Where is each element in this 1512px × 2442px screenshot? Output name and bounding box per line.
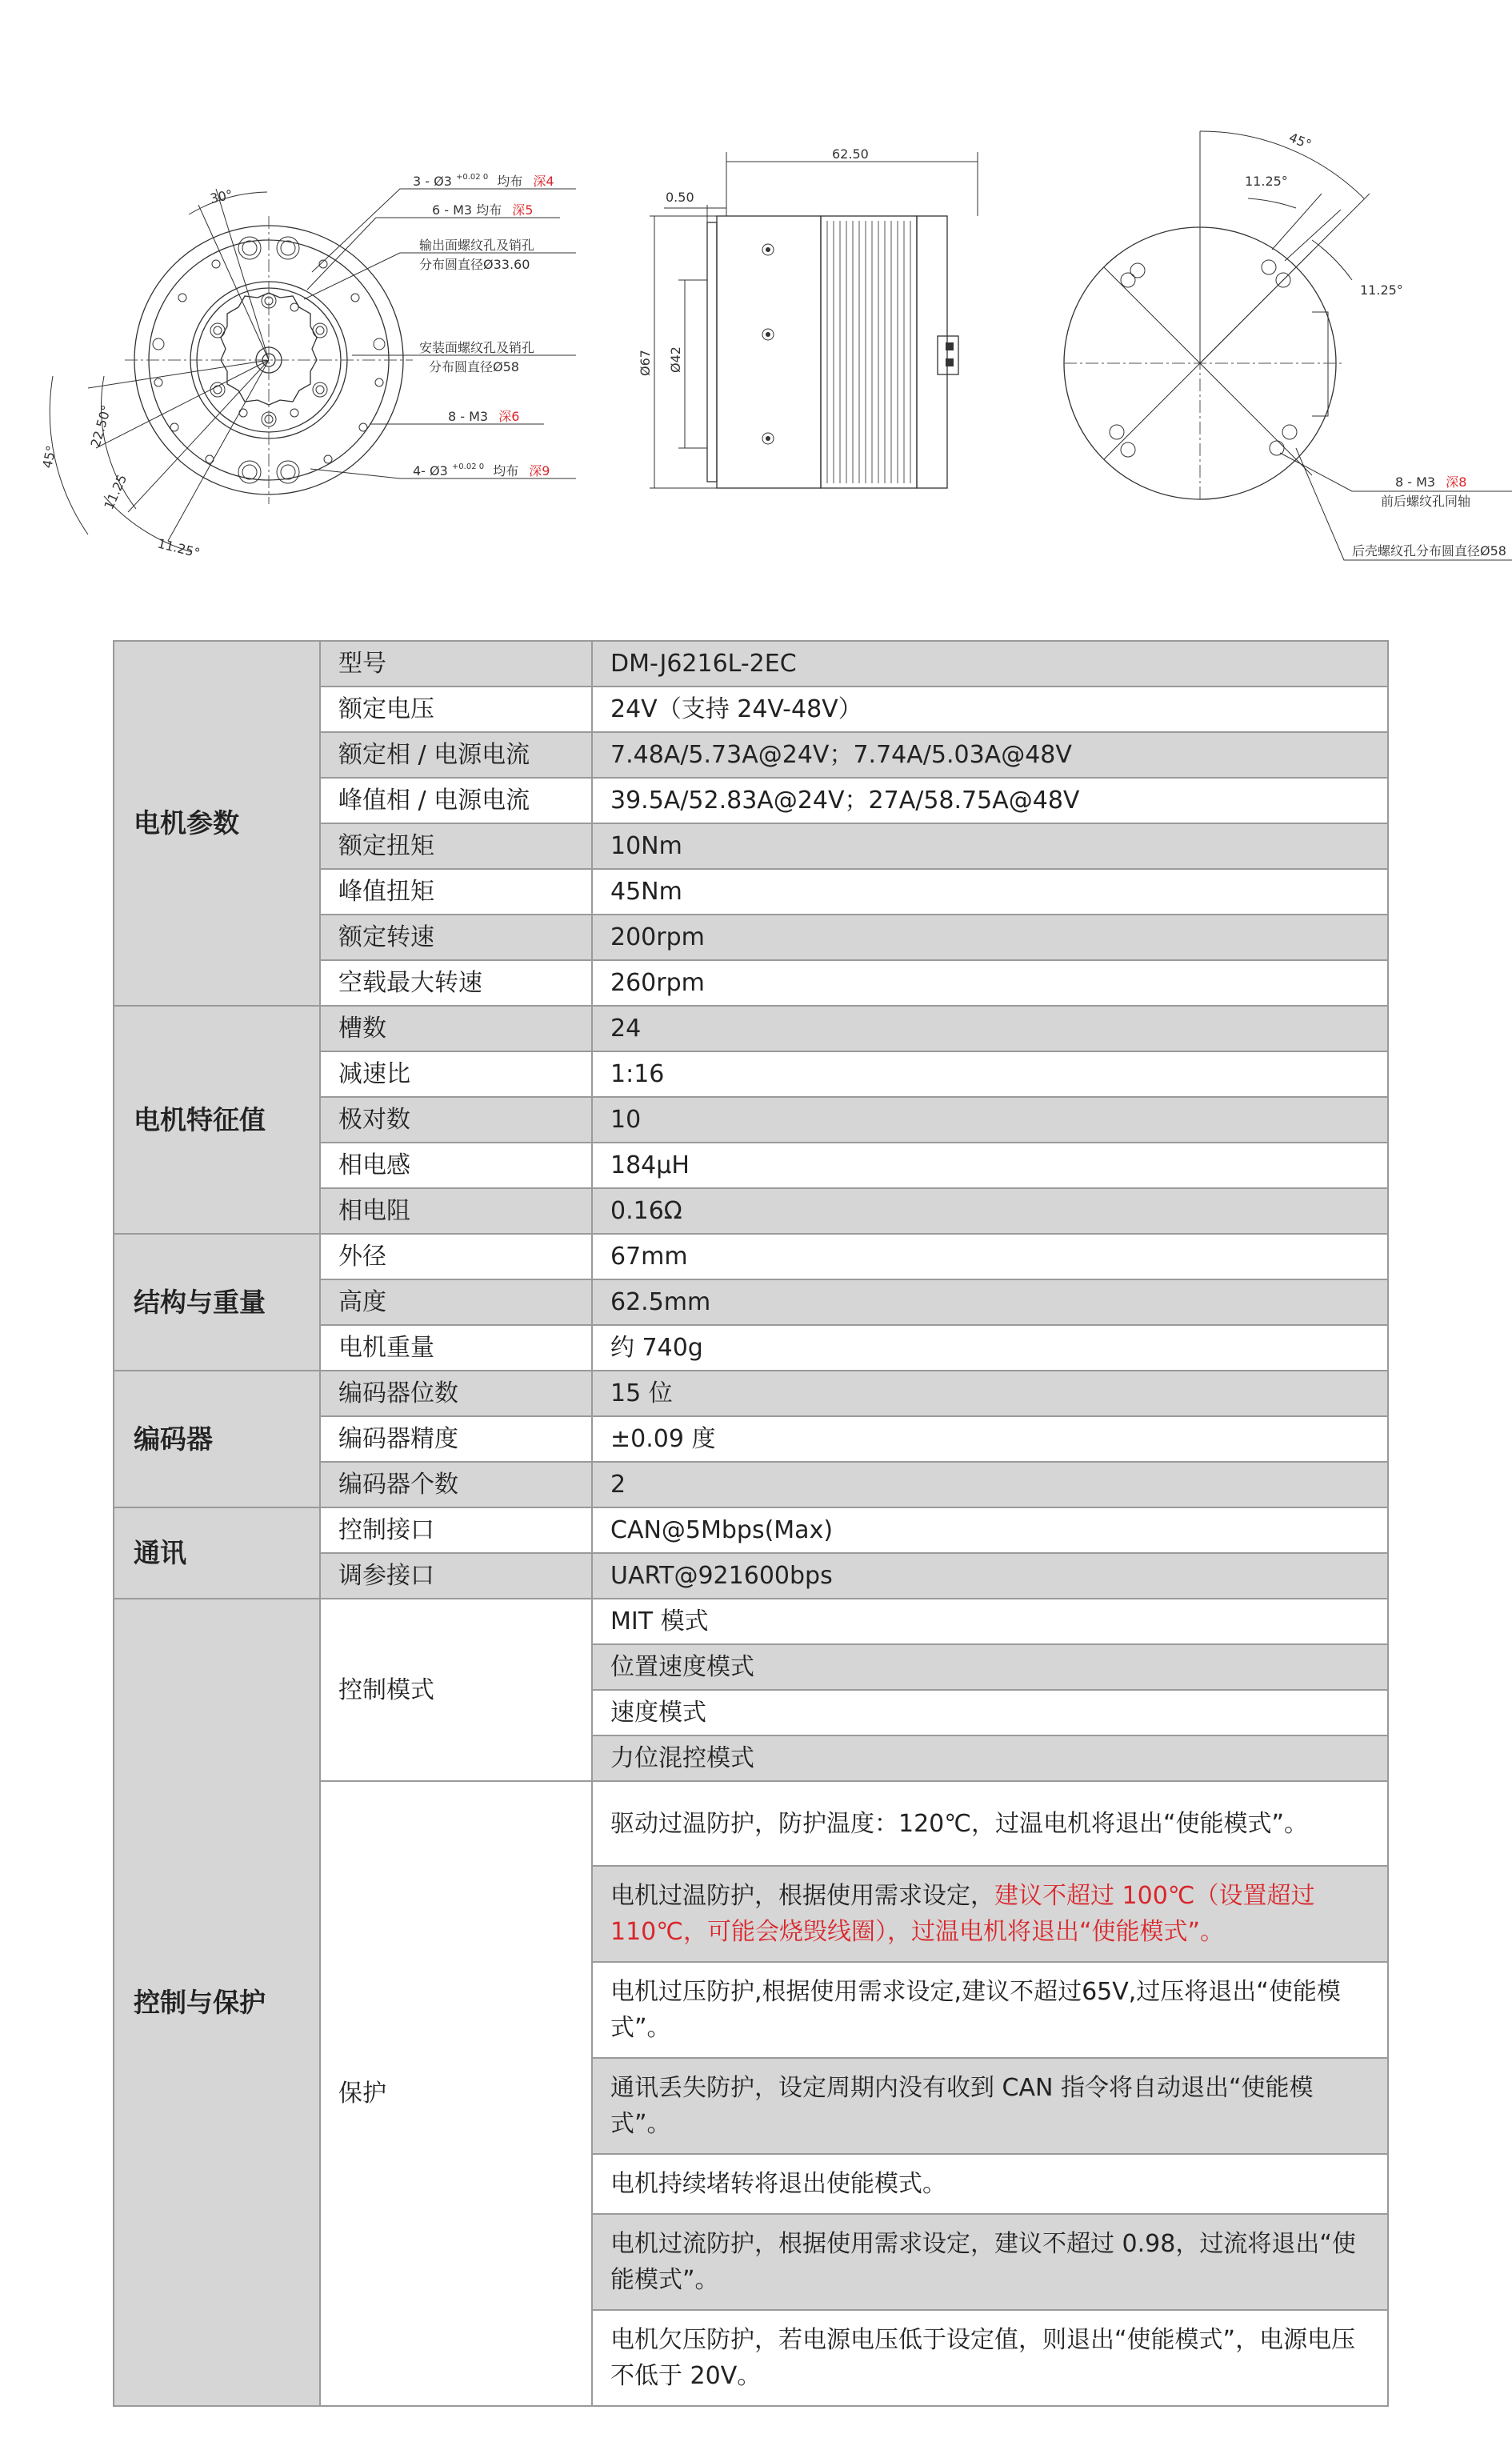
protection-item: 电机过压防护,根据使用需求设定,建议不超过65V,过压将退出“使能模式”。 <box>592 1962 1388 2058</box>
param-label: 电机重量 <box>320 1325 592 1371</box>
param-label: 相电阻 <box>320 1188 592 1234</box>
rear-view-drawing <box>1064 130 1512 560</box>
control-modes-label: 控制模式 <box>320 1599 592 1781</box>
offset-0-50-label: 0.50 <box>666 190 694 205</box>
table-row <box>114 1507 1388 1553</box>
table-row <box>114 1599 1388 1644</box>
front-view-drawing <box>39 167 576 561</box>
param-label: 峰值扭矩 <box>320 869 592 915</box>
param-value: 1:16 <box>592 1051 1388 1097</box>
param-value: 约 740g <box>592 1325 1388 1371</box>
param-value: UART@921600bps <box>592 1553 1388 1599</box>
param-value: 10 <box>592 1097 1388 1143</box>
protection-item: 电机欠压防护，若电源电压低于设定值，则退出“使能模式”，电源电压不低于 20V。 <box>592 2310 1388 2406</box>
param-label: 槽数 <box>320 1006 592 1051</box>
param-label: 控制接口 <box>320 1507 592 1553</box>
angle-11-25-label-b: 11.25° <box>156 535 202 561</box>
control-mode-item: 速度模式 <box>592 1690 1388 1735</box>
diameter-67-label: Ø67 <box>638 350 653 376</box>
angle-22-50-label: 22.50° <box>87 403 114 450</box>
category-communication: 通讯 <box>114 1507 320 1599</box>
table-row <box>114 641 1388 687</box>
angle-30-label: 30° <box>208 186 234 206</box>
protection-label: 保护 <box>320 1781 592 2406</box>
table-row <box>114 1371 1388 1416</box>
callout-output-face-line2: 分布圆直径Ø33.60 <box>419 257 530 272</box>
param-label: 编码器位数 <box>320 1371 592 1416</box>
callout-6-m3: 6 - M3 均布 深5 <box>432 202 534 218</box>
rear-angle-11-25-label-b: 11.25° <box>1360 282 1403 298</box>
param-value: 39.5A/52.83A@24V；27A/58.75A@48V <box>592 778 1388 823</box>
protection-item: 通讯丢失防护，设定周期内没有收到 CAN 指令将自动退出“使能模式”。 <box>592 2058 1388 2154</box>
category-structure-weight: 结构与重量 <box>114 1234 320 1371</box>
param-value: ±0.09 度 <box>592 1416 1388 1462</box>
param-label: 额定电压 <box>320 687 592 732</box>
param-value: 45Nm <box>592 869 1388 915</box>
side-view-drawing <box>638 146 978 488</box>
param-value: 0.16Ω <box>592 1188 1388 1234</box>
rear-angle-11-25-label-a: 11.25° <box>1245 174 1288 189</box>
param-label: 空载最大转速 <box>320 960 592 1006</box>
protection-text: 电机过温防护，根据使用需求设定， <box>610 1882 994 1910</box>
rear-angle-45-label: 45° <box>1286 130 1314 153</box>
protection-item-overtemp <box>592 1866 1388 1962</box>
param-value: 62.5mm <box>592 1279 1388 1325</box>
rear-callout-circle-58: 后壳螺纹孔分布圆直径Ø58 <box>1352 543 1506 558</box>
control-mode-item: MIT 模式 <box>592 1599 1388 1644</box>
protection-item: 电机过流防护，根据使用需求设定，建议不超过 0.98，过流将退出“使能模式”。 <box>592 2214 1388 2310</box>
param-value: 15 位 <box>592 1371 1388 1416</box>
angle-45-label: 45° <box>39 444 59 470</box>
table-row <box>114 1006 1388 1051</box>
technical-drawings <box>0 0 1512 608</box>
param-label: 外径 <box>320 1234 592 1279</box>
control-mode-item: 力位混控模式 <box>592 1735 1388 1781</box>
param-value: 10Nm <box>592 823 1388 869</box>
param-value: 67mm <box>592 1234 1388 1279</box>
param-label: 额定转速 <box>320 915 592 960</box>
param-label: 极对数 <box>320 1097 592 1143</box>
param-label: 调参接口 <box>320 1553 592 1599</box>
param-value: 24V（支持 24V-48V） <box>592 687 1388 732</box>
length-62-50-label: 62.50 <box>832 146 869 162</box>
param-value: 184μH <box>592 1143 1388 1188</box>
category-motor-characteristics: 电机特征值 <box>114 1006 320 1234</box>
param-label: 编码器个数 <box>320 1462 592 1507</box>
param-label: 额定扭矩 <box>320 823 592 869</box>
rear-callout-coaxial: 前后螺纹孔同轴 <box>1381 494 1471 509</box>
spec-table-container <box>113 640 1387 2407</box>
param-label: 减速比 <box>320 1051 592 1097</box>
spec-table <box>113 640 1389 2407</box>
param-value: 7.48A/5.73A@24V；7.74A/5.03A@48V <box>592 732 1388 778</box>
param-value: 260rpm <box>592 960 1388 1006</box>
protection-warning-text: 建议不超过 100℃（设置超过 110℃，可能会烧毁线圈），过温电机将退出“使能模式”。 <box>610 1882 1315 1946</box>
param-value: DM-J6216L-2EC <box>592 641 1388 687</box>
param-label: 型号 <box>320 641 592 687</box>
callout-4-holes: 4- Ø3 $^{+0.02 0}$ 均布 深9 <box>413 462 550 478</box>
param-label: 相电感 <box>320 1143 592 1188</box>
category-encoder: 编码器 <box>114 1371 320 1507</box>
callout-mount-face-line1: 安装面螺纹孔及销孔 <box>419 340 535 355</box>
param-label: 编码器精度 <box>320 1416 592 1462</box>
protection-item: 驱动过温防护，防护温度：120℃，过温电机将退出“使能模式”。 <box>592 1781 1388 1866</box>
param-value: 2 <box>592 1462 1388 1507</box>
category-motor-params: 电机参数 <box>114 641 320 1006</box>
callout-output-face-line1: 输出面螺纹孔及销孔 <box>419 238 535 253</box>
callout-mount-face-line2: 分布圆直径Ø58 <box>429 359 519 374</box>
callout-3-holes: 3 - Ø3 $^{+0.02 0}$ 均布 深4 <box>413 173 554 189</box>
rear-callout-8-m3: 8 - M3 深8 <box>1395 474 1467 490</box>
param-label: 高度 <box>320 1279 592 1325</box>
control-mode-item: 位置速度模式 <box>592 1644 1388 1690</box>
param-value: 200rpm <box>592 915 1388 960</box>
callout-8-m3: 8 - M3 深6 <box>448 409 520 424</box>
protection-item: 电机持续堵转将退出使能模式。 <box>592 2154 1388 2214</box>
param-value: CAN@5Mbps(Max) <box>592 1507 1388 1553</box>
param-value: 24 <box>592 1006 1388 1051</box>
category-control-protection: 控制与保护 <box>114 1599 320 2406</box>
table-row <box>114 1234 1388 1279</box>
diameter-42-label: Ø42 <box>668 346 683 373</box>
angle-11-25-label-a: 11.25 <box>101 472 130 512</box>
param-label: 额定相 / 电源电流 <box>320 732 592 778</box>
param-label: 峰值相 / 电源电流 <box>320 778 592 823</box>
